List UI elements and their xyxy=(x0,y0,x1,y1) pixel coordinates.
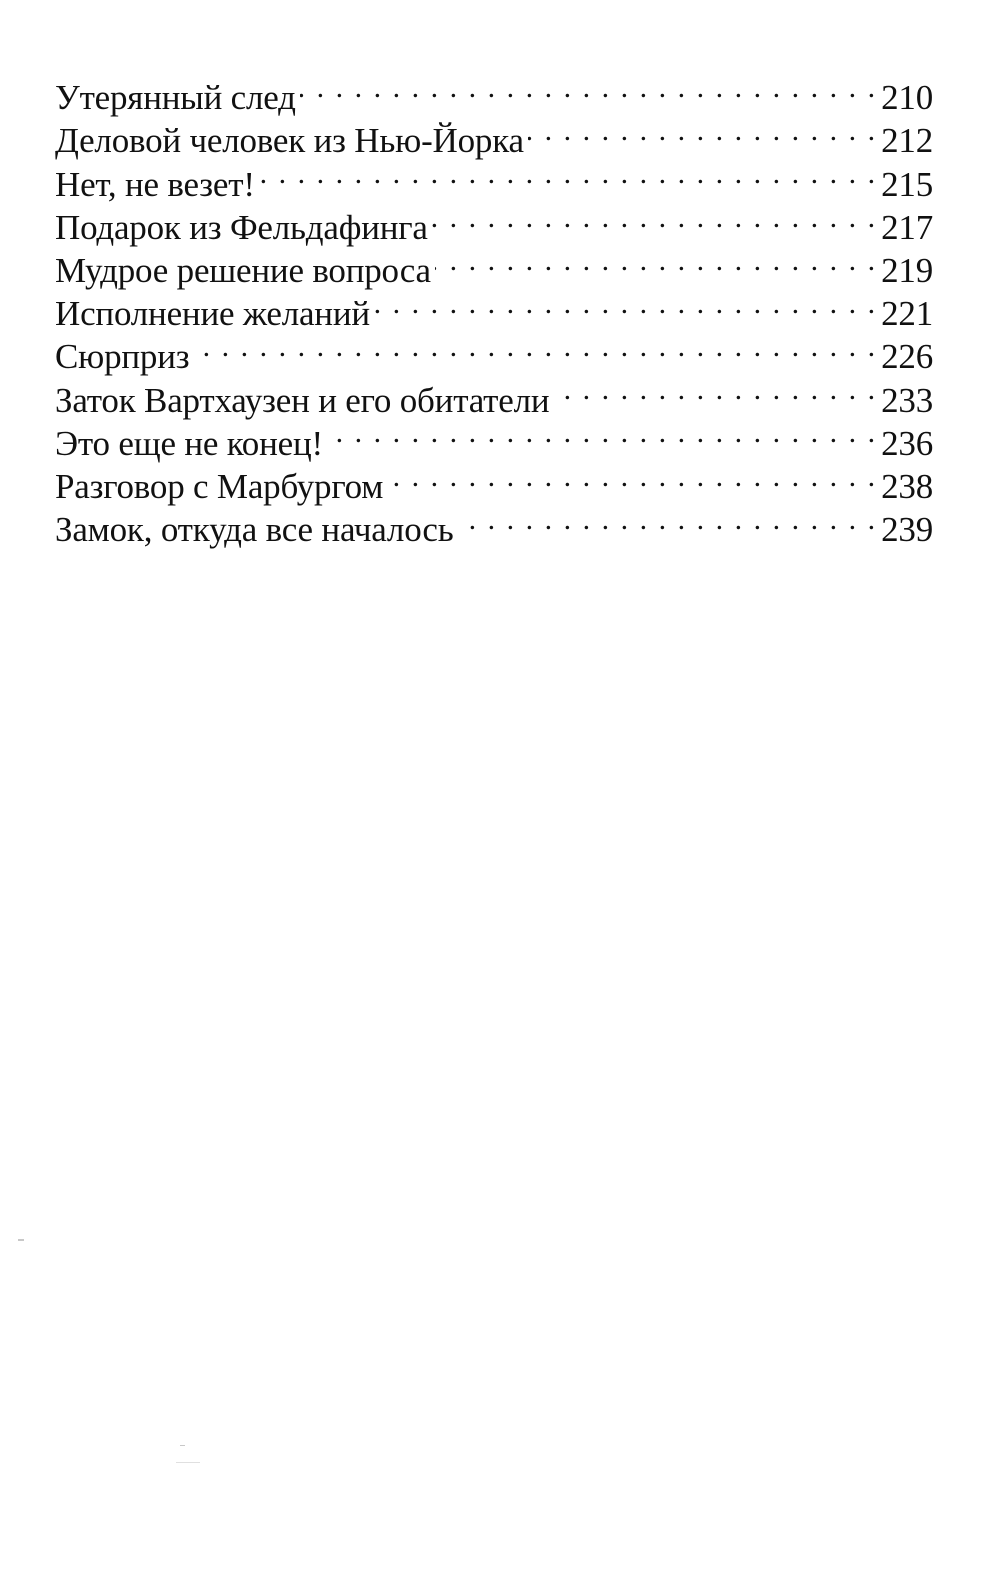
toc-entry-title: Деловой человек из Нью-Йорка xyxy=(55,121,524,161)
dot-leader xyxy=(374,282,877,325)
toc-entry-title: Мудрое решение вопроса xyxy=(55,250,431,290)
toc-entry-page-number: 217 xyxy=(881,207,933,247)
dot-leader xyxy=(457,498,877,541)
dot-leader xyxy=(327,412,877,455)
dot-leader xyxy=(259,152,877,195)
toc-entry-page-number: 233 xyxy=(881,380,933,420)
dot-leader xyxy=(432,196,877,239)
toc-entry-page-number: 212 xyxy=(881,121,933,161)
toc-entry-title: Заток Вартхаузен и его обитатели xyxy=(55,380,550,420)
toc-entry-title: Подарок из Фельдафинга xyxy=(55,207,428,247)
toc-entry-title: Сюрприз xyxy=(55,337,190,377)
dot-leader xyxy=(193,325,877,368)
toc-entry-title: Разговор с Марбургом xyxy=(55,466,384,506)
toc-entry-title: Нет, не везет! xyxy=(55,164,255,204)
scan-speck xyxy=(18,1239,24,1241)
toc-entry-title: Исполнение желаний xyxy=(55,294,370,334)
toc-entry-page-number: 238 xyxy=(881,466,933,506)
dot-leader xyxy=(387,455,877,498)
table-of-contents xyxy=(55,66,933,550)
scan-speck xyxy=(180,1445,185,1446)
toc-entry-page-number: 221 xyxy=(881,294,933,334)
toc-entry-page-number: 215 xyxy=(881,164,933,204)
scan-speck xyxy=(176,1462,200,1463)
dot-leader xyxy=(300,66,877,109)
toc-entry-title: Утерянный след xyxy=(55,78,296,118)
toc-entry xyxy=(55,66,933,118)
toc-entry-page-number: 210 xyxy=(881,78,933,118)
toc-entry-page-number: 236 xyxy=(881,423,933,463)
dot-leader xyxy=(553,368,877,411)
dot-leader xyxy=(528,109,877,152)
toc-entry-title: Замок, откуда все началось xyxy=(55,510,454,550)
toc-entry-page-number: 226 xyxy=(881,337,933,377)
toc-entry-title: Это еще не конец! xyxy=(55,423,323,463)
dot-leader xyxy=(435,239,877,282)
toc-entry-page-number: 239 xyxy=(881,510,933,550)
toc-entry-page-number: 219 xyxy=(881,250,933,290)
